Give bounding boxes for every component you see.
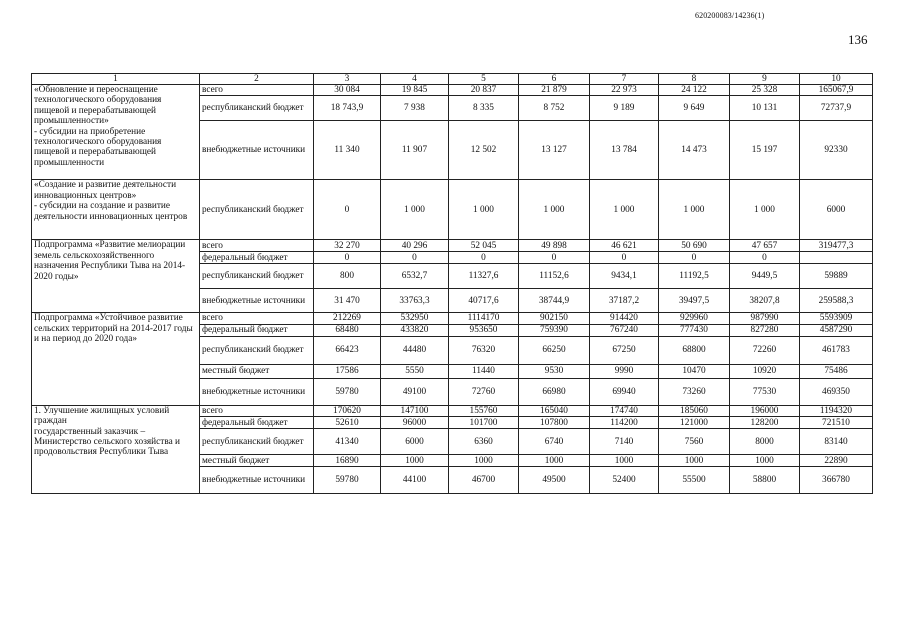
amount-cell: 433820 [381,324,449,336]
amount-cell: 32 270 [314,240,381,252]
amount-cell: 1 000 [590,180,659,240]
amount-cell: 914420 [590,313,659,324]
amount-cell: 107800 [519,417,590,429]
amount-cell: 68800 [659,336,730,364]
funding-source-cell: федеральный бюджет [200,417,314,429]
amount-cell: 11 340 [314,121,381,180]
funding-source-cell: местный бюджет [200,455,314,467]
funding-source-cell: республиканский бюджет [200,96,314,121]
amount-cell: 128200 [730,417,800,429]
amount-cell: 259588,3 [800,289,873,313]
amount-cell: 69940 [590,378,659,405]
amount-cell: 77530 [730,378,800,405]
amount-cell: 16890 [314,455,381,467]
amount-cell: 30 084 [314,85,381,96]
amount-cell: 37187,2 [590,289,659,313]
funding-source-cell: всего [200,405,314,416]
amount-cell: 8000 [730,429,800,455]
amount-cell: 46 621 [590,240,659,252]
amount-cell: 9990 [590,364,659,378]
table-row [32,240,873,252]
amount-cell: 44100 [381,467,449,494]
amount-cell: 1114170 [449,313,519,324]
amount-cell: 24 122 [659,85,730,96]
document-code: 620200083/14236(1) [695,11,765,20]
funding-source-cell: всего [200,240,314,252]
amount-cell: 10 131 [730,96,800,121]
amount-cell: 953650 [449,324,519,336]
amount-cell: 185060 [659,405,730,416]
amount-cell: 7560 [659,429,730,455]
amount-cell: 11152,6 [519,264,590,289]
amount-cell: 13 784 [590,121,659,180]
column-number-cell: 2 [200,74,314,85]
amount-cell: 52610 [314,417,381,429]
measure-name-cell: «Создание и развитие деятельности инновационных центров» - субсидии на создание и развитие деятельности инновационных центров [32,180,200,240]
amount-cell: 9530 [519,364,590,378]
funding-source-cell: республиканский бюджет [200,264,314,289]
amount-cell: 46700 [449,467,519,494]
amount-cell: 987990 [730,313,800,324]
table-row [32,180,873,240]
measure-name-cell: Подпрограмма «Устойчивое развитие сельских территорий на 2014-2017 годы и на период до 2020 года» [32,313,200,405]
amount-cell: 800 [314,264,381,289]
amount-cell: 165067,9 [800,85,873,96]
amount-cell: 40 296 [381,240,449,252]
amount-cell: 7 938 [381,96,449,121]
amount-cell: 67250 [590,336,659,364]
amount-cell: 15 197 [730,121,800,180]
table-row [32,85,873,96]
amount-cell: 0 [314,252,381,264]
measure-name-cell: 1. Улучшение жилищных условий граждан государственный заказчик – Министерство сельского хозяйства и продовольствия Республики Тыва [32,405,200,493]
amount-cell: 532950 [381,313,449,324]
column-number-cell: 10 [800,74,873,85]
amount-cell: 44480 [381,336,449,364]
amount-cell: 72760 [449,378,519,405]
amount-cell: 6000 [800,180,873,240]
amount-cell: 319477,3 [800,240,873,252]
funding-source-cell: всего [200,313,314,324]
amount-cell: 17586 [314,364,381,378]
amount-cell: 827280 [730,324,800,336]
amount-cell: 0 [730,252,800,264]
column-number-cell: 1 [32,74,200,85]
amount-cell: 9 189 [590,96,659,121]
amount-cell: 6532,7 [381,264,449,289]
funding-source-cell: республиканский бюджет [200,429,314,455]
amount-cell: 22890 [800,455,873,467]
amount-cell: 0 [381,252,449,264]
amount-cell: 14 473 [659,121,730,180]
amount-cell: 0 [659,252,730,264]
table-row [32,313,873,324]
amount-cell: 10920 [730,364,800,378]
amount-cell: 11440 [449,364,519,378]
amount-cell: 20 837 [449,85,519,96]
amount-cell: 55500 [659,467,730,494]
amount-cell: 66980 [519,378,590,405]
amount-cell: 83140 [800,429,873,455]
amount-cell: 1 000 [449,180,519,240]
amount-cell: 196000 [730,405,800,416]
amount-cell: 39497,5 [659,289,730,313]
amount-cell: 92330 [800,121,873,180]
amount-cell: 165040 [519,405,590,416]
funding-source-cell: всего [200,85,314,96]
funding-source-cell: республиканский бюджет [200,336,314,364]
amount-cell: 114200 [590,417,659,429]
amount-cell: 121000 [659,417,730,429]
amount-cell: 4587290 [800,324,873,336]
amount-cell: 155760 [449,405,519,416]
funding-source-cell: федеральный бюджет [200,324,314,336]
amount-cell: 11192,5 [659,264,730,289]
amount-cell: 767240 [590,324,659,336]
amount-cell: 174740 [590,405,659,416]
table-header-row [32,74,873,85]
funding-source-cell: федеральный бюджет [200,252,314,264]
amount-cell: 9 649 [659,96,730,121]
funding-source-cell: местный бюджет [200,364,314,378]
amount-cell: 73260 [659,378,730,405]
amount-cell: 52 045 [449,240,519,252]
amount-cell: 777430 [659,324,730,336]
amount-cell: 0 [314,180,381,240]
funding-source-cell: внебюджетные источники [200,467,314,494]
amount-cell: 1000 [449,455,519,467]
amount-cell: 6360 [449,429,519,455]
amount-cell: 902150 [519,313,590,324]
amount-cell: 49500 [519,467,590,494]
amount-cell: 7140 [590,429,659,455]
amount-cell: 8 335 [449,96,519,121]
amount-cell: 25 328 [730,85,800,96]
page-number: 136 [848,32,868,47]
amount-cell: 147100 [381,405,449,416]
amount-cell: 13 127 [519,121,590,180]
amount-cell: 469350 [800,378,873,405]
amount-cell: 721510 [800,417,873,429]
amount-cell: 1000 [730,455,800,467]
amount-cell: 72260 [730,336,800,364]
amount-cell: 0 [519,252,590,264]
amount-cell: 170620 [314,405,381,416]
amount-cell: 461783 [800,336,873,364]
amount-cell [800,252,873,264]
amount-cell: 12 502 [449,121,519,180]
column-number-cell: 4 [381,74,449,85]
amount-cell: 52400 [590,467,659,494]
amount-cell: 75486 [800,364,873,378]
amount-cell: 5593909 [800,313,873,324]
amount-cell: 66250 [519,336,590,364]
amount-cell: 49 898 [519,240,590,252]
amount-cell: 33763,3 [381,289,449,313]
amount-cell: 11 907 [381,121,449,180]
amount-cell: 49100 [381,378,449,405]
amount-cell: 1000 [519,455,590,467]
amount-cell: 68480 [314,324,381,336]
funding-source-cell: внебюджетные источники [200,289,314,313]
funding-source-cell: внебюджетные источники [200,378,314,405]
table-row [32,405,873,416]
column-number-cell: 5 [449,74,519,85]
amount-cell: 10470 [659,364,730,378]
amount-cell: 59780 [314,378,381,405]
amount-cell: 1000 [659,455,730,467]
amount-cell: 59889 [800,264,873,289]
amount-cell: 6000 [381,429,449,455]
amount-cell: 40717,6 [449,289,519,313]
amount-cell: 19 845 [381,85,449,96]
amount-cell: 22 973 [590,85,659,96]
amount-cell: 1194320 [800,405,873,416]
column-number-cell: 3 [314,74,381,85]
column-number-cell: 8 [659,74,730,85]
amount-cell: 66423 [314,336,381,364]
budget-table [31,73,873,494]
amount-cell: 59780 [314,467,381,494]
amount-cell: 366780 [800,467,873,494]
amount-cell: 212269 [314,313,381,324]
amount-cell: 47 657 [730,240,800,252]
amount-cell: 0 [449,252,519,264]
amount-cell: 58800 [730,467,800,494]
amount-cell: 1 000 [730,180,800,240]
amount-cell: 38207,8 [730,289,800,313]
amount-cell: 0 [590,252,659,264]
amount-cell: 72737,9 [800,96,873,121]
funding-source-cell: внебюджетные источники [200,121,314,180]
amount-cell: 9434,1 [590,264,659,289]
amount-cell: 41340 [314,429,381,455]
measure-name-cell: Подпрограмма «Развитие мелиорации земель сельскохозяйственного назначения Республики Тыва на 2014-2020 годы» [32,240,200,313]
amount-cell: 18 743,9 [314,96,381,121]
amount-cell: 1000 [381,455,449,467]
amount-cell: 76320 [449,336,519,364]
column-number-cell: 9 [730,74,800,85]
amount-cell: 1 000 [381,180,449,240]
amount-cell: 38744,9 [519,289,590,313]
funding-source-cell: республиканский бюджет [200,180,314,240]
amount-cell: 1 000 [659,180,730,240]
amount-cell: 1000 [590,455,659,467]
amount-cell: 1 000 [519,180,590,240]
amount-cell: 929960 [659,313,730,324]
amount-cell: 8 752 [519,96,590,121]
amount-cell: 31 470 [314,289,381,313]
amount-cell: 5550 [381,364,449,378]
amount-cell: 6740 [519,429,590,455]
amount-cell: 50 690 [659,240,730,252]
column-number-cell: 6 [519,74,590,85]
amount-cell: 9449,5 [730,264,800,289]
amount-cell: 11327,6 [449,264,519,289]
amount-cell: 759390 [519,324,590,336]
amount-cell: 21 879 [519,85,590,96]
amount-cell: 101700 [449,417,519,429]
measure-name-cell: «Обновление и переоснащение технологического оборудования пищевой и перерабатывающей промышленности» - субсидии на приобретение технологического оборудования пищевой и перерабатывающей промышленности [32,85,200,180]
column-number-cell: 7 [590,74,659,85]
amount-cell: 96000 [381,417,449,429]
